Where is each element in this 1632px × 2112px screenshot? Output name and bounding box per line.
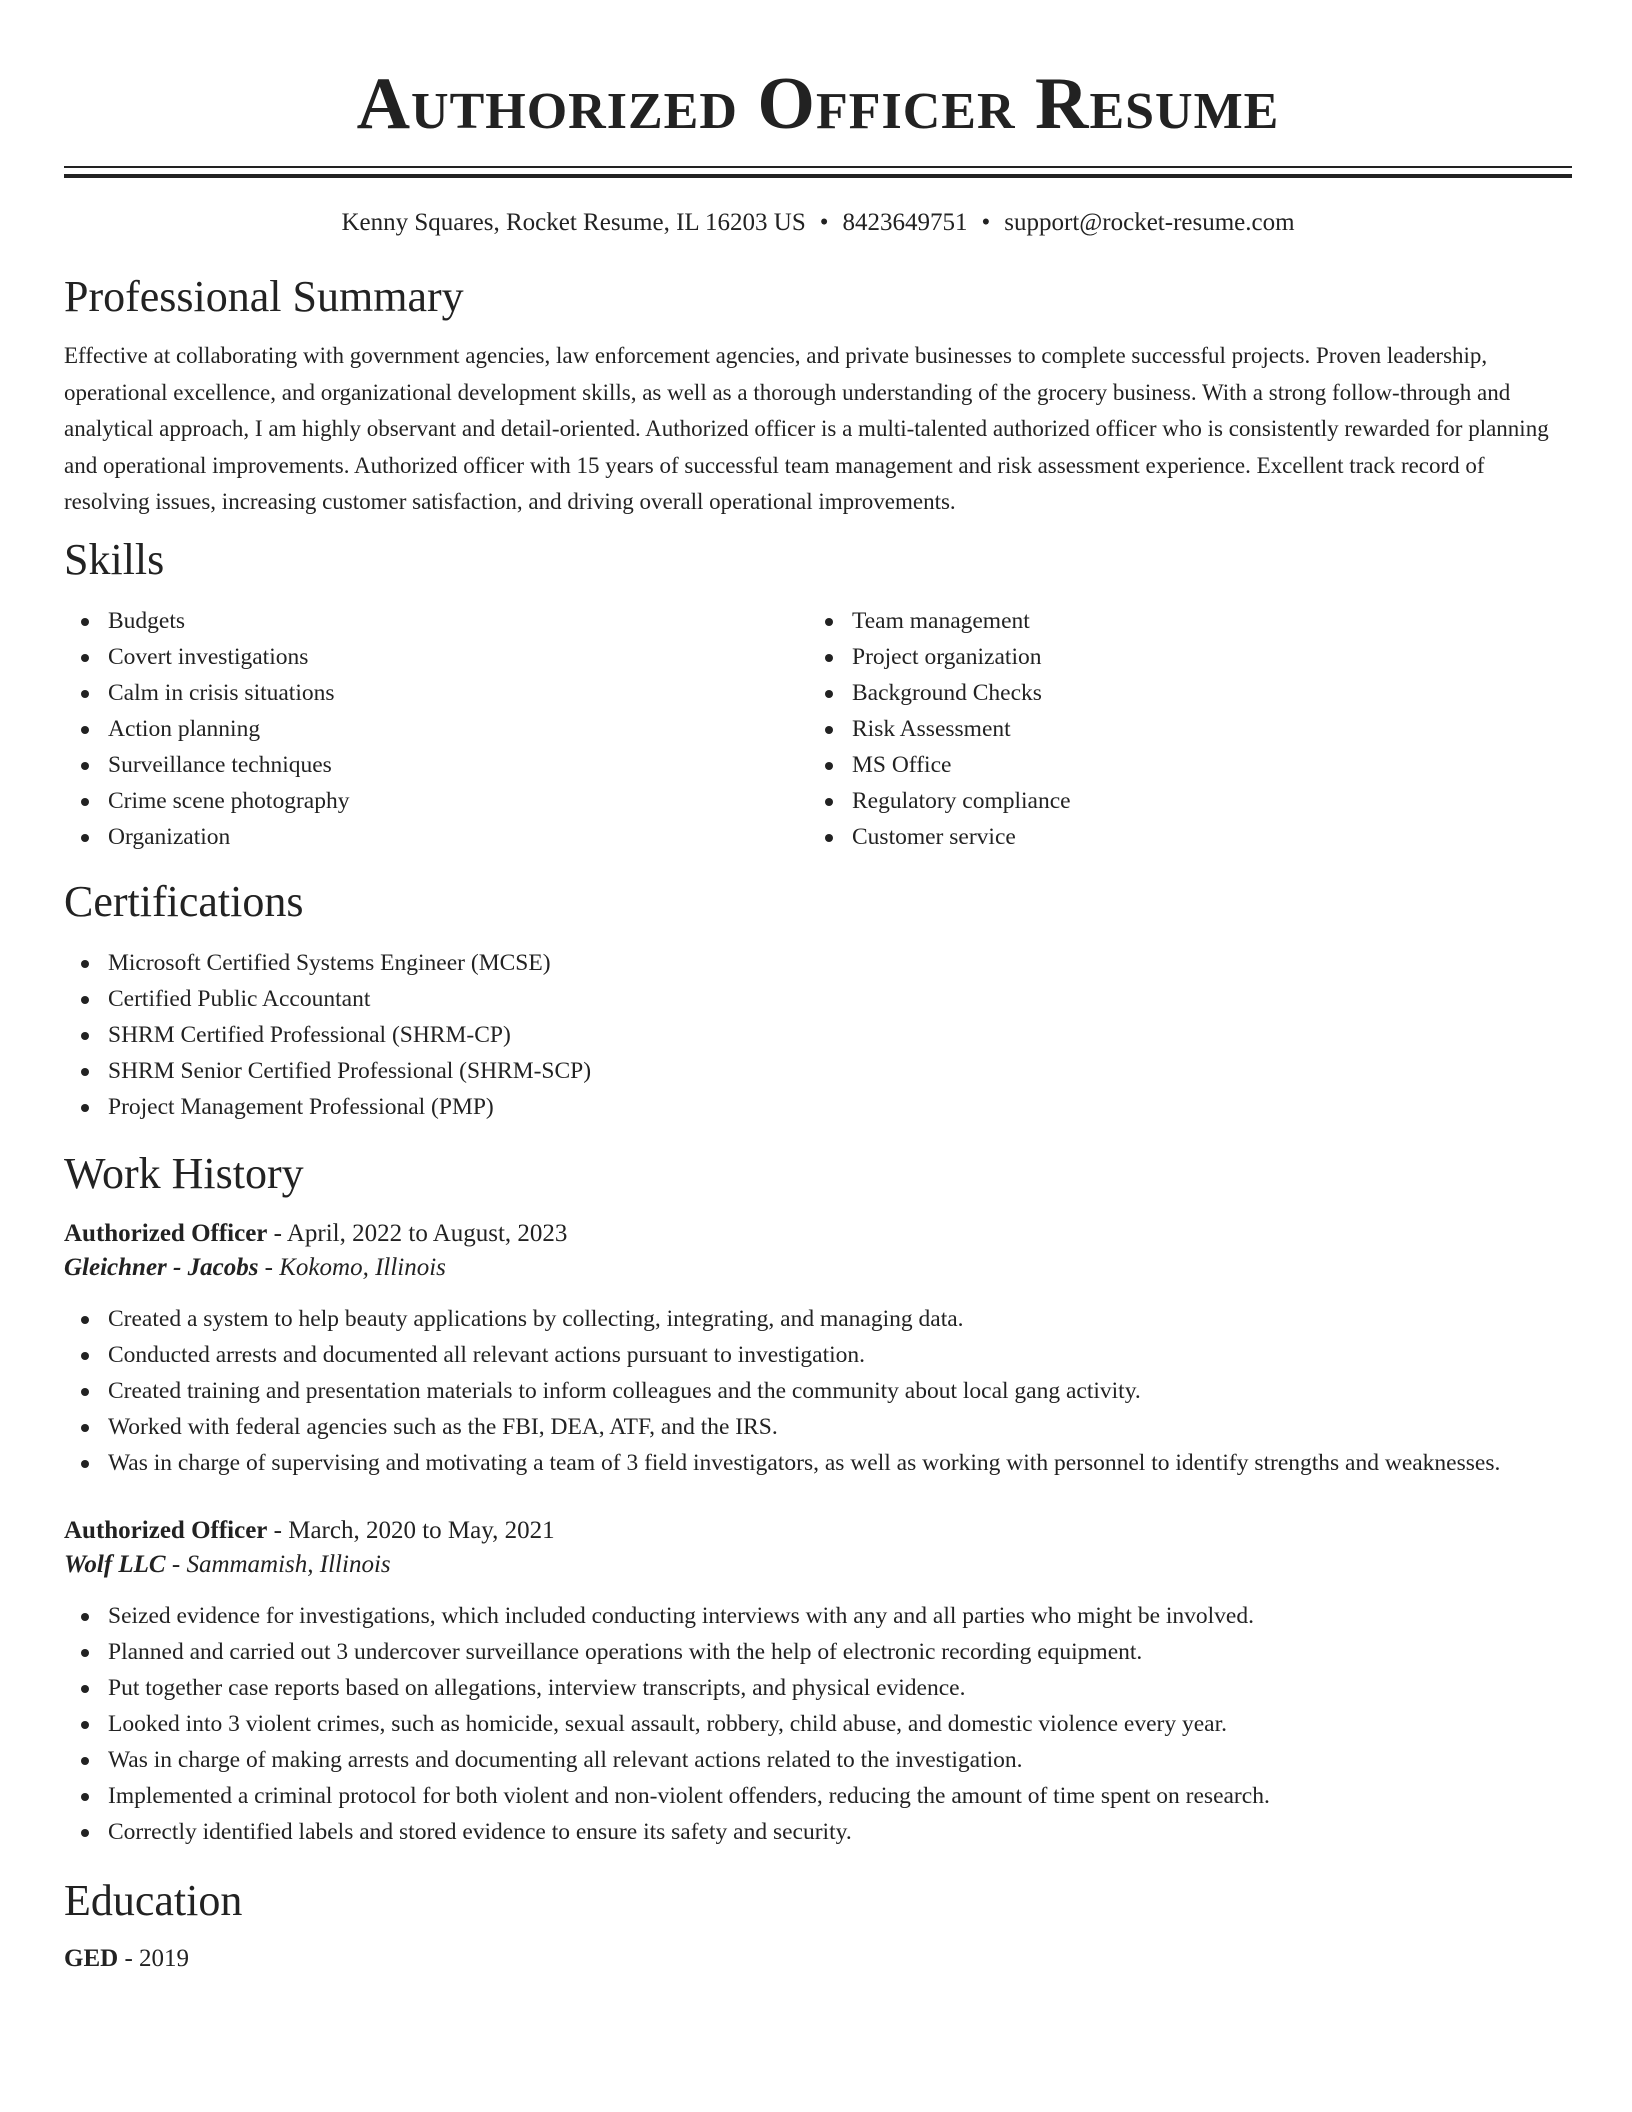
certification-item: Microsoft Certified Systems Engineer (MCSE) xyxy=(64,945,1572,981)
certification-item: SHRM Certified Professional (SHRM-CP) xyxy=(64,1017,1572,1053)
summary-heading: Professional Summary xyxy=(64,272,464,321)
job-bullet: Was in charge of making arrests and documenting all relevant actions related to the investigation. xyxy=(64,1742,1572,1778)
contact-separator: • xyxy=(981,209,991,236)
skill-item: Risk Assessment xyxy=(808,711,1552,747)
skill-item: Customer service xyxy=(808,819,1552,855)
job-dates: - April, 2022 to August, 2023 xyxy=(267,1219,568,1247)
certification-item: Project Management Professional (PMP) xyxy=(64,1089,1572,1125)
job-bullet: Worked with federal agencies such as the FBI, DEA, ATF, and the IRS. xyxy=(64,1409,1572,1445)
skill-item: Covert investigations xyxy=(64,639,808,675)
education-heading: Education xyxy=(64,1875,243,1925)
skill-item: Budgets xyxy=(64,603,808,639)
certification-item: SHRM Senior Certified Professional (SHRM-SCP) xyxy=(64,1053,1572,1089)
summary-text: Effective at collaborating with government agencies, law enforcement agencies, and private businesses to complete successful projects. Proven leadership, operational excellence, and organizational development skills, as well as a thorough understanding of the grocery business. With a strong follow-through and analytical approach, I am highly observant and detail-oriented. Authorized officer is a multi-talented authorized officer who is consistently rewarded for planning and operational improvements. Authorized officer with 15 years of successful team management and risk assessment experience. Excellent track record of resolving issues, increasing customer satisfaction, and driving overall operational improvements. xyxy=(64,343,1549,514)
education-year: - 2019 xyxy=(118,1944,190,1972)
job-bullet: Conducted arrests and documented all relevant actions pursuant to investigation. xyxy=(64,1337,1572,1373)
certifications-heading: Certifications xyxy=(64,876,304,926)
skill-item: MS Office xyxy=(808,747,1552,783)
job-bullets xyxy=(64,1301,1572,1482)
title-divider-thin xyxy=(64,166,1572,168)
skill-item: Organization xyxy=(64,819,808,855)
skill-item: Team management xyxy=(808,603,1552,639)
job-bullet: Implemented a criminal protocol for both violent and non-violent offenders, reducing the amount of time spent on research. xyxy=(64,1778,1572,1814)
job-title-line xyxy=(64,1514,1572,1548)
contact-line xyxy=(64,208,1572,238)
job-bullet: Created training and presentation materials to inform colleagues and the community about local gang activity. xyxy=(64,1373,1572,1409)
skill-item: Surveillance techniques xyxy=(64,747,808,783)
skills-left-list xyxy=(64,603,808,855)
skill-item: Crime scene photography xyxy=(64,783,808,819)
contact-email[interactable]: support@rocket-resume.com xyxy=(1004,209,1295,236)
job-title-line xyxy=(64,1217,1572,1251)
skill-item: Background Checks xyxy=(808,675,1552,711)
title-divider-thick xyxy=(64,174,1572,178)
resume-title: Authorized Officer Resume xyxy=(356,63,1280,145)
skill-item: Project organization xyxy=(808,639,1552,675)
skill-item: Action planning xyxy=(64,711,808,747)
contact-address: Kenny Squares, Rocket Resume, IL 16203 US xyxy=(341,209,806,236)
job-bullet: Created a system to help beauty applications by collecting, integrating, and managing data. xyxy=(64,1301,1572,1337)
job-bullet: Looked into 3 violent crimes, such as homicide, sexual assault, robbery, child abuse, and domestic violence every year. xyxy=(64,1706,1572,1742)
skill-item: Calm in crisis situations xyxy=(64,675,808,711)
job-bullet: Seized evidence for investigations, which included conducting interviews with any and all parties who might be involved. xyxy=(64,1598,1572,1634)
job-title: Authorized Officer xyxy=(64,1219,268,1247)
skill-item: Regulatory compliance xyxy=(808,783,1552,819)
resume-page xyxy=(64,0,1572,1976)
job-location: - Sammamish, Illinois xyxy=(165,1550,391,1578)
work-history-heading: Work History xyxy=(64,1148,304,1198)
job-bullet: Put together case reports based on allegations, interview transcripts, and physical evidence. xyxy=(64,1670,1572,1706)
certification-item: Certified Public Accountant xyxy=(64,981,1572,1017)
job-bullet: Planned and carried out 3 undercover surveillance operations with the help of electronic recording equipment. xyxy=(64,1634,1572,1670)
education-entry xyxy=(64,1942,1572,1976)
job-bullets xyxy=(64,1598,1572,1850)
job-dates: - March, 2020 to May, 2021 xyxy=(267,1516,555,1544)
job-company-line xyxy=(64,1548,1572,1582)
job-bullet: Correctly identified labels and stored evidence to ensure its safety and security. xyxy=(64,1814,1572,1850)
skills-columns xyxy=(64,603,1572,855)
job-title: Authorized Officer xyxy=(64,1516,268,1544)
job-bullet: Was in charge of supervising and motivating a team of 3 field investigators, as well as working with personnel to identify strengths and weaknesses. xyxy=(64,1445,1572,1482)
skills-heading: Skills xyxy=(64,534,165,584)
job-entry xyxy=(64,1217,1572,1482)
job-company-line xyxy=(64,1251,1572,1285)
job-company: Gleichner - Jacobs xyxy=(64,1253,259,1281)
job-entry xyxy=(64,1514,1572,1850)
job-location: - Kokomo, Illinois xyxy=(258,1253,446,1281)
skills-right-list xyxy=(808,603,1552,855)
certifications-list xyxy=(64,945,1572,1125)
contact-phone: 8423649751 xyxy=(842,209,968,236)
contact-separator: • xyxy=(819,209,829,236)
job-company: Wolf LLC xyxy=(64,1550,166,1578)
education-degree: GED xyxy=(64,1944,119,1972)
